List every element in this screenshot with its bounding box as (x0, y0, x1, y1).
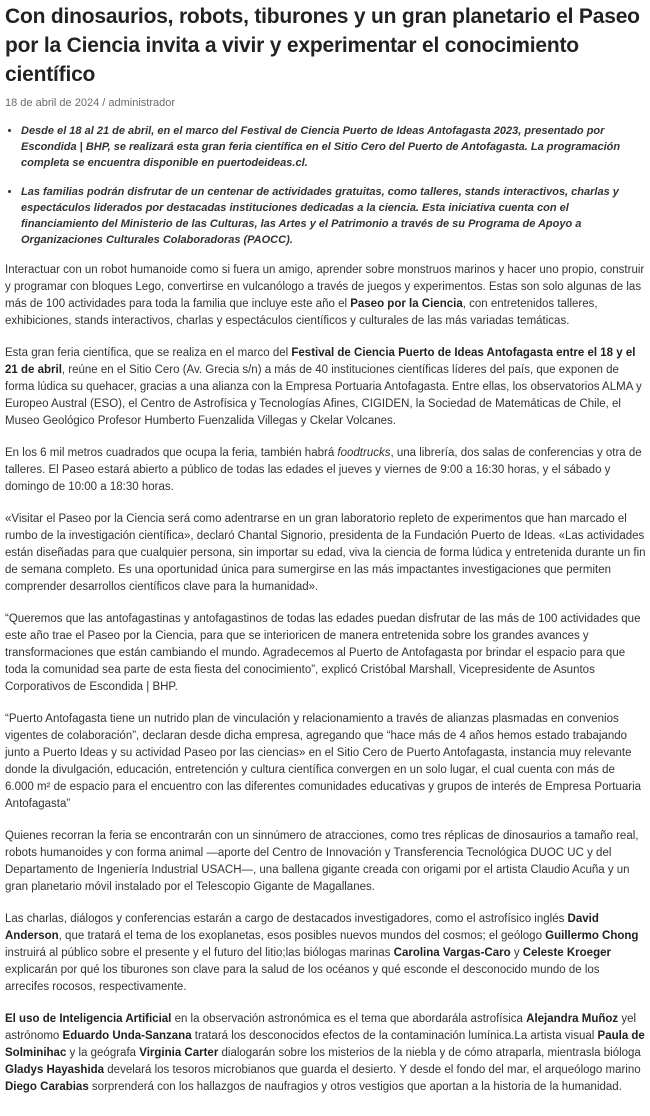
paragraph-text: en la observación astronómica es el tema que abordarála astrofísica (171, 1013, 527, 1025)
article (0, 2, 650, 1096)
post-meta (5, 97, 646, 109)
article-title: Con dinosaurios, robots, tiburones y un gran planetario el Paseo por la Ciencia invita a vivir y experimentar el conocimiento científico (5, 5, 640, 86)
post-author-link[interactable]: administrador (108, 97, 175, 109)
paragraph-text: y (510, 947, 523, 959)
body-paragraph (5, 345, 646, 430)
person-name: Diego Carabias (5, 1081, 89, 1093)
body-paragraph: “Queremos que las antofagastinas y antofagastinos de todas las edades puedan disfrutar de las más de 100 actividades que este año trae el Paseo por la Ciencia, para que se interioricen de manera entretenida sobre los grandes avances y transformaciones que están cambiando el mundo. Agradecemos al Puerto de Antofagasta por brindar el espacio para que toda la comunidad sea parte de esta fiesta del conocimiento”, explicó Cristóbal Marshall, Vicepresidente de Asuntos Corporativos de Escondida | BHP. (5, 613, 641, 693)
person-name: Paula de Solminihac (5, 1030, 645, 1059)
person-name: Carolina Vargas-Caro (393, 947, 511, 959)
paragraph-text: , que tratará el tema de los exoplanetas, esos posibles nuevos mundos del cosmos; el geólogo (58, 930, 546, 942)
paragraph-text: yel astrónomo (5, 1013, 637, 1042)
person-name: David Anderson (5, 913, 599, 942)
paragraph-text: y la geógrafa (66, 1047, 140, 1059)
body-paragraph (5, 1011, 646, 1096)
person-name: Gladys Hayashida (5, 1064, 105, 1076)
body-paragraph (5, 445, 646, 496)
paragraph-text: En los 6 mil metros cuadrados que ocupa la feria, también habrá (5, 447, 338, 459)
paragraph-bold-text: Festival de Ciencia Puerto de Ideas Antofagasta entre el 18 y el 21 de abril (5, 347, 636, 376)
paragraph-italic-text: foodtrucks (337, 447, 391, 459)
person-name: Celeste Kroeger (522, 947, 611, 959)
paragraph-text: sorprenderá con los hallazgos de naufragios y otros vestigios que aportan a la historia de la humanidad. (88, 1081, 622, 1093)
paragraph-bold-text: El uso de Inteligencia Artificial (5, 1013, 172, 1025)
highlight-item: • Las familias podrán disfrutar de un centenar de actividades gratuitas, como talleres, stands interactivos, charlas y espectáculos liderados por destacadas instituciones dedicadas a la ciencia. Esta iniciativa cuenta con el financiamiento del Ministerio de las Culturas, las Artes y el Patrimonio a través de su Programa de Apoyo a Organizaciones Culturales Colaboradoras (PAOCC). (21, 184, 646, 248)
highlight-item: • Desde el 18 al 21 de abril, en el marco del Festival de Ciencia Puerto de Ideas Antofagasta 2023, presentado por Escondida | BHP, se realizará esta gran feria científica en el Sitio Cero del Puerto de Antofagasta. La programación completa se encuentra disponible en puertodeideas.cl. (21, 123, 646, 171)
body-paragraph (5, 262, 646, 330)
paragraph-text: , una librería, dos salas de conferencias y otra de talleres. El Paseo estará abierto a público de todas las edades el jueves y viernes de 9:00 a 16:30 horas, y el sábado y domingo de 10:00 a 18:30 horas. (5, 447, 642, 493)
paragraph-text: Esta gran feria científica, que se realiza en el marco del (5, 347, 292, 359)
body-paragraph (5, 911, 646, 996)
paragraph-text: explicarán por qué los tiburones son clave para la salud de los océanos y qué esconde el desconocido mundo de los arrecifes rocosos, respectivamente. (5, 964, 600, 993)
person-name: Eduardo Unda-Sanzana (62, 1030, 192, 1042)
person-name: Guillermo Chong (545, 930, 639, 942)
person-name: Alejandra Muñoz (526, 1013, 619, 1025)
body-paragraph: Quienes recorran la feria se encontrarán con un sinnúmero de atracciones, como tres réplicas de dinosaurios a tamaño real, robots humanoides y con forma animal —aporte del Centro de Innovación y Transferencia Tecnológica DUOC UC y del Departamento de Ingeniería Industrial USACH—, una ballena gigante creada con origami por el artista Claudio Acuña y un gran planetario móvil instalado por el Telescopio Gigante de Magallanes. (5, 830, 639, 893)
highlights-list (5, 123, 646, 248)
paragraph-text: instruirá al público sobre el presente y el futuro del litio;las biólogas marinas (5, 947, 394, 959)
person-name: Virginia Carter (139, 1047, 219, 1059)
paragraph-text: develará los tesoros microbianos que guarda el desierto. Y desde el fondo del mar, el arqueólogo marino (104, 1064, 641, 1076)
meta-separator: / (99, 97, 109, 109)
paragraph-text: , con entretenidos talleres, exhibiciones, stands interactivos, charlas y espectáculos científicos y culturales de las más variadas temáticas. (5, 298, 598, 327)
body-paragraph: «Visitar el Paseo por la Ciencia será como adentrarse en un gran laboratorio repleto de experimentos que han marcado el rumbo de la investigación científica», declaró Chantal Signorio, presidenta de la Fundación Puerto de Ideas. «Las actividades están diseñadas para que cualquier persona, sin importar su edad, viva la ciencia de forma lúdica y entretenida durante un fin de semana completo. Es una oportunidad única para sumergirse en las más impactantes investigaciones que permiten comprender desarrollos científicos clave para la humanidad». (5, 513, 646, 593)
paragraph-text: Interactuar con un robot humanoide como si fuera un amigo, aprender sobre monstruos marinos y hacer uno propio, construir y programar con bloques Lego, convertirse en vulcanólogo a través de juegos y experimentos. Estas son solo algunas de las más de 100 actividades para toda la familia que incluye este año el (5, 264, 645, 310)
post-date-link[interactable]: 18 de abril de 2024 (5, 97, 100, 109)
paragraph-bold-text: Paseo por la Ciencia (350, 298, 463, 310)
body-paragraph: “Puerto Antofagasta tiene un nutrido plan de vinculación y relacionamiento a través de alianzas plasmadas en convenios vigentes de colaboración”, declaran desde dicha empresa, agregando que “hace más de 4 años hemos estado trabajando junto a Puerto Ideas y su actividad Paseo por las ciencias» en el Sitio Cero de Puerto Antofagasta, instancia muy relevante donde la divulgación, educación, entretención y cultura científica convergen en un solo lugar, el cual cuenta con más de 6.000 m² de espacio para el encuentro con las diferentes comunidades educativas y grupos de interés de Empresa Portuaria Antofagasta” (5, 713, 642, 810)
paragraph-text: tratará los desconocidos efectos de la contaminación lumínica.La artista visual (191, 1030, 598, 1042)
paragraph-text: dialogarán sobre los misterios de la niebla y de cómo atraparla, mientrasla bióloga (218, 1047, 641, 1059)
paragraph-text: Las charlas, diálogos y conferencias estarán a cargo de destacados investigadores, como el astrofísico inglés (5, 913, 568, 925)
paragraph-text: , reúne en el Sitio Cero (Av. Grecia s/n) a más de 40 instituciones científicas líderes del país, que exponen de forma lúdica su quehacer, gracias a una alianza con la Empresa Portuaria Antofagasta. Entre ellas, los observatorios ALMA y Europeo Austral (ESO), el Centro de Astrofísica y Tecnologías Afines, CIGIDEN, la Sociedad de Matemáticas de Chile, el Museo Geológico Profesor Humberto Fuenzalida Villegas y Ckelar Volcanes. (5, 364, 642, 427)
